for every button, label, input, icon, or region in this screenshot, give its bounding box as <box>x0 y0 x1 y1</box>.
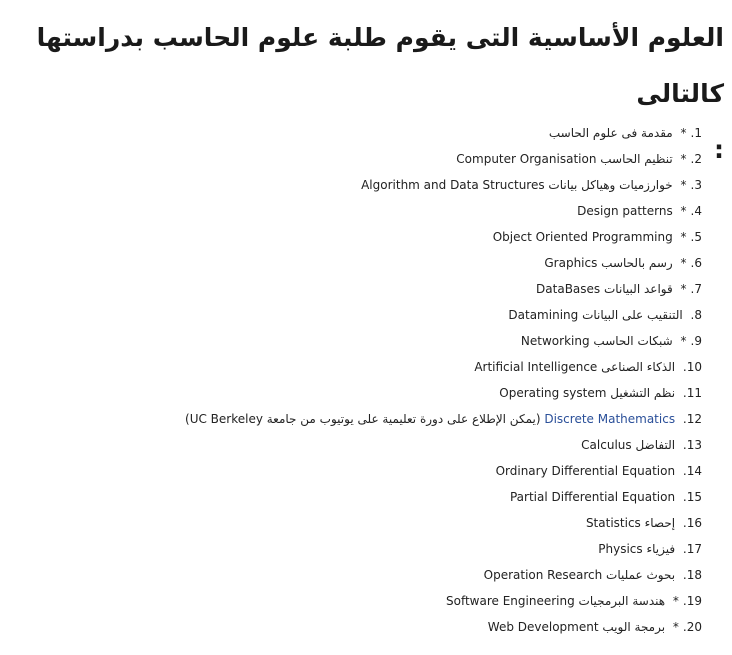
course-item-4 <box>185 198 702 224</box>
course-item-7 <box>185 276 702 302</box>
course-item-8 <box>185 302 702 328</box>
item-number: .10 <box>682 360 702 374</box>
course-name: Design patterns <box>577 204 673 218</box>
item-number: .3 <box>690 178 702 192</box>
item-number: .16 <box>682 516 702 530</box>
course-name: بحوث عمليات Operation Research <box>483 568 676 582</box>
item-number: .6 <box>690 256 702 270</box>
star-marker: * <box>680 152 687 166</box>
item-number: .20 <box>682 620 702 634</box>
course-item-19 <box>185 588 702 614</box>
course-note: (يمكن الإطلاع على دورة تعليمية على يوتيوب من جامعة UC Berkeley) <box>185 412 541 426</box>
item-number: .13 <box>682 438 702 452</box>
star-marker: * <box>680 282 687 296</box>
course-name: إحصاء Statistics <box>585 516 676 530</box>
course-item-18 <box>185 562 702 588</box>
course-item-14 <box>185 458 702 484</box>
course-name: التنقيب على البيانات Datamining <box>508 308 683 322</box>
star-marker: * <box>680 230 687 244</box>
course-name: شبكات الحاسب Networking <box>520 334 673 348</box>
course-name: Ordinary Differential Equation <box>495 464 676 478</box>
course-name: خوارزميات وهياكل بيانات Algorithm and Data Structures <box>361 178 673 192</box>
item-number: .14 <box>682 464 702 478</box>
course-item-10 <box>185 354 702 380</box>
item-number: .1 <box>690 126 702 140</box>
course-name: قواعد البيانات DataBases <box>536 282 673 296</box>
item-number: .12 <box>682 412 702 426</box>
course-list <box>185 120 702 640</box>
course-name: Partial Differential Equation <box>509 490 676 504</box>
item-number: .18 <box>682 568 702 582</box>
course-name: نظم التشغيل Operating system <box>499 386 676 400</box>
course-name: Object Oriented Programming <box>492 230 673 244</box>
course-item-17 <box>185 536 702 562</box>
course-name: التفاضل Calculus <box>581 438 676 452</box>
course-name: هندسة البرمجيات Software Engineering <box>446 594 666 608</box>
course-item-5 <box>185 224 702 250</box>
course-item-3 <box>185 172 702 198</box>
heading-line-2: : <box>714 135 724 164</box>
course-name: رسم بالحاسب Graphics <box>544 256 673 270</box>
course-item-12 <box>185 406 702 432</box>
course-name: تنظيم الحاسب Computer Organisation <box>456 152 673 166</box>
star-marker: * <box>680 256 687 270</box>
course-name: فيزياء Physics <box>598 542 676 556</box>
star-marker: * <box>680 204 687 218</box>
course-item-11 <box>185 380 702 406</box>
item-number: .17 <box>682 542 702 556</box>
course-item-9 <box>185 328 702 354</box>
item-number: .19 <box>682 594 702 608</box>
course-name: مقدمة فى علوم الحاسب <box>548 126 673 140</box>
course-item-16 <box>185 510 702 536</box>
star-marker: * <box>680 126 687 140</box>
course-name: الذكاء الصناعى Artificial Intelligence <box>474 360 676 374</box>
course-item-15 <box>185 484 702 510</box>
star-marker: * <box>680 178 687 192</box>
star-marker: * <box>672 594 679 608</box>
course-item-20 <box>185 614 702 640</box>
star-marker: * <box>672 620 679 634</box>
item-number: .4 <box>690 204 702 218</box>
item-number: .15 <box>682 490 702 504</box>
item-number: .2 <box>690 152 702 166</box>
item-number: .11 <box>682 386 702 400</box>
discrete-mathematics-link[interactable]: Discrete Mathematics <box>544 412 676 426</box>
course-item-13 <box>185 432 702 458</box>
item-number: .7 <box>690 282 702 296</box>
item-number: .8 <box>690 308 702 322</box>
course-item-1 <box>185 120 702 146</box>
course-item-2 <box>185 146 702 172</box>
item-number: .9 <box>690 334 702 348</box>
item-number: .5 <box>690 230 702 244</box>
course-item-6 <box>185 250 702 276</box>
course-name: برمجة الويب Web Development <box>487 620 666 634</box>
star-marker: * <box>680 334 687 348</box>
heading-line-1: العلوم الأساسية التى يقوم طلبة علوم الحاسب بدراستها كالتالى <box>36 23 724 108</box>
